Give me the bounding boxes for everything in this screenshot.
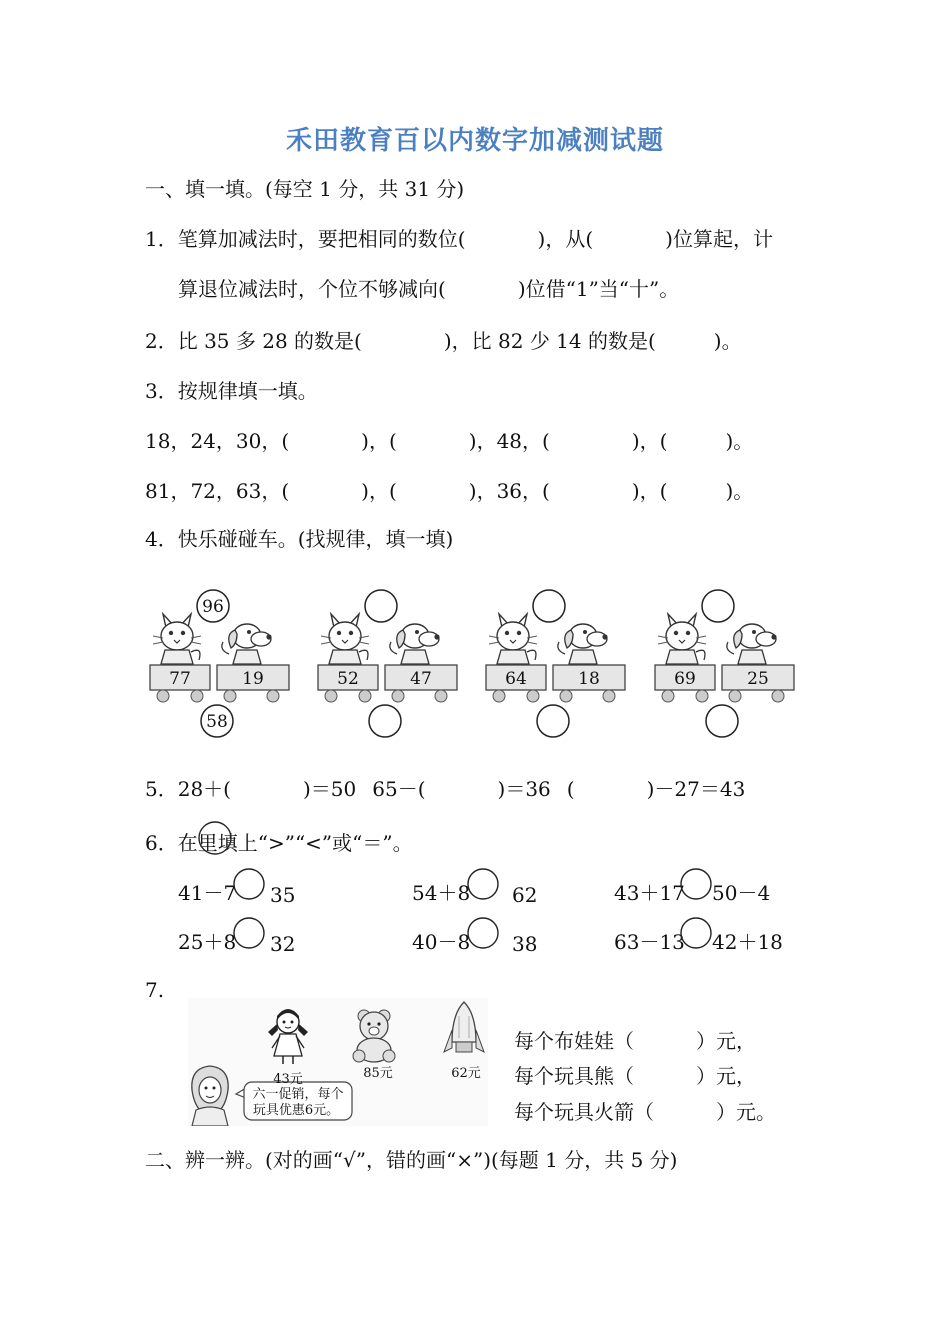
question-2 — [145, 328, 742, 354]
q3r2-text-a: 81，72，63，( — [145, 479, 290, 503]
bubble-line-2: 玩具优惠6元。 — [252, 1103, 340, 1118]
section-2-heading: 二、辨一辨。(对的画“√”，错的画“×”)(每题 1 分，共 5 分) — [145, 1148, 678, 1172]
q6-item-1-right: 35 — [270, 883, 296, 907]
bottom-circle-2[interactable] — [369, 705, 401, 737]
q3r1-text-a: 18，24，30，( — [145, 429, 290, 453]
bumper-car-group-4 — [655, 590, 794, 737]
toys-figure — [188, 998, 488, 1126]
question-1-line-1 — [145, 226, 773, 252]
car-1-left-value: 77 — [169, 669, 191, 689]
q3r1-text-d: )，( — [631, 429, 668, 453]
q6-item-3 — [614, 880, 685, 906]
car-1-right-value: 19 — [242, 669, 264, 689]
rocket-answer-line — [514, 1096, 776, 1125]
q6-item-3-right: 50－4 — [712, 881, 771, 905]
q6-item-6-circle[interactable] — [678, 916, 714, 950]
q6-item-5 — [412, 929, 470, 955]
q3r2-text-c: )，36，( — [468, 479, 550, 503]
q3r2-text-d: )，( — [631, 479, 668, 503]
doll-price: 43元 — [273, 1072, 303, 1087]
top-circle-2[interactable] — [365, 590, 397, 622]
car-3-right-value: 18 — [578, 669, 600, 689]
rocket-answer-text-b: ）元。 — [716, 1100, 776, 1124]
rocket-price: 62元 — [451, 1066, 481, 1081]
q2-text-a: 2．比 35 多 28 的数是( — [145, 329, 362, 353]
q6-item-1 — [178, 880, 236, 906]
bear-answer-text-b: ）元， — [696, 1064, 756, 1088]
q3r2-text-b: )，( — [361, 479, 397, 503]
q3r1-text-e: )。 — [725, 429, 754, 453]
q6-item-4-circle[interactable] — [231, 916, 267, 950]
question-5 — [145, 776, 745, 802]
q5-text-c: 65－( — [372, 777, 426, 801]
question-3-row-2 — [145, 478, 753, 504]
q6-item-4-right: 32 — [270, 932, 296, 956]
bumper-car-group-3 — [486, 590, 625, 737]
car-2-left-value: 52 — [337, 669, 359, 689]
bumper-car-group-2 — [318, 590, 457, 737]
section-1-heading: 一、填一填。(每空 1 分，共 31 分) — [145, 177, 465, 201]
bottom-circle-3[interactable] — [537, 705, 569, 737]
q1-text-d: 算退位减法时，个位不够减向( — [178, 277, 446, 301]
q6-title-circle — [196, 820, 234, 856]
q5-text-d: )＝36 — [497, 777, 551, 801]
doll-answer-line — [514, 1025, 756, 1054]
doll-answer-text-b: ）元， — [696, 1029, 756, 1053]
q6-item-2-left: 54＋8 — [412, 881, 471, 905]
question-3-title: 3．按规律填一填。 — [145, 379, 318, 403]
q6-item-1-circle[interactable] — [231, 867, 267, 901]
q6-item-3-circle[interactable] — [678, 867, 714, 901]
q3r2-text-e: )。 — [725, 479, 754, 503]
q5-text-a: 5．28＋( — [145, 777, 231, 801]
q6-item-5-right: 38 — [512, 932, 538, 956]
car-4-right-value: 25 — [747, 669, 769, 689]
q1-text-e: )位借“1”当“十”。 — [517, 277, 680, 301]
q2-text-b: )，比 82 少 14 的数是( — [443, 329, 656, 353]
q6-item-5-circle[interactable] — [465, 916, 501, 950]
q5-text-b: )＝50 — [302, 777, 357, 801]
car-2-right-value: 47 — [410, 669, 432, 689]
q6-item-2-right: 62 — [512, 883, 538, 907]
question-7-number: 7. — [145, 978, 165, 1002]
girl-icon — [192, 1066, 228, 1126]
bottom-circle-4[interactable] — [706, 705, 738, 737]
top-circle-4[interactable] — [702, 590, 734, 622]
q2-text-c: )。 — [713, 329, 742, 353]
q6-item-5-left: 40－8 — [412, 930, 471, 954]
q5-text-e: ( — [566, 777, 575, 801]
question-6-title — [145, 830, 413, 856]
car-1-top-value: 96 — [202, 597, 224, 617]
q6-item-2 — [412, 880, 470, 906]
question-4-title: 4．快乐碰碰车。(找规律，填一填) — [145, 527, 454, 551]
bear-answer-line — [514, 1060, 756, 1089]
q6-title-b: 里填上“>”“<”或“＝”。 — [197, 831, 413, 855]
bear-answer-text-a: 每个玩具熊（ — [514, 1064, 634, 1088]
bear-price: 85元 — [363, 1066, 393, 1081]
doll-answer-text-a: 每个布娃娃（ — [514, 1029, 634, 1053]
q3r1-text-c: )，48，( — [468, 429, 550, 453]
q3r1-text-b: )，( — [361, 429, 397, 453]
q6-item-1-left: 41－7 — [178, 881, 237, 905]
bumper-car-figure — [145, 585, 795, 745]
q6-item-4-left: 25＋8 — [178, 930, 237, 954]
bubble-line-1: 六一促销，每个 — [252, 1087, 344, 1102]
question-3-row-1 — [145, 428, 753, 454]
car-3-left-value: 64 — [505, 669, 527, 689]
page-title: 禾田教育百以内数字加减测试题 — [285, 126, 664, 156]
q6-item-6 — [614, 929, 685, 955]
top-circle-3[interactable] — [533, 590, 565, 622]
q1-text-c: )位算起，计 — [665, 227, 773, 251]
q1-text-b: )，从( — [537, 227, 594, 251]
q1-text-a: 1．笔算加减法时，要把相同的数位( — [145, 227, 466, 251]
q6-item-6-right: 42＋18 — [712, 930, 783, 954]
q6-item-3-left: 43＋17 — [614, 881, 685, 905]
q6-item-6-left: 63－13 — [614, 930, 685, 954]
q5-text-f: )－27＝43 — [646, 777, 746, 801]
car-1-bottom-value: 58 — [206, 712, 228, 732]
question-1-line-2 — [178, 276, 679, 302]
car-4-left-value: 69 — [674, 669, 696, 689]
rocket-answer-text-a: 每个玩具火箭（ — [514, 1100, 654, 1124]
q6-item-2-circle[interactable] — [465, 867, 501, 901]
q6-title-a: 6．在 — [145, 831, 198, 855]
q6-item-4 — [178, 929, 236, 955]
